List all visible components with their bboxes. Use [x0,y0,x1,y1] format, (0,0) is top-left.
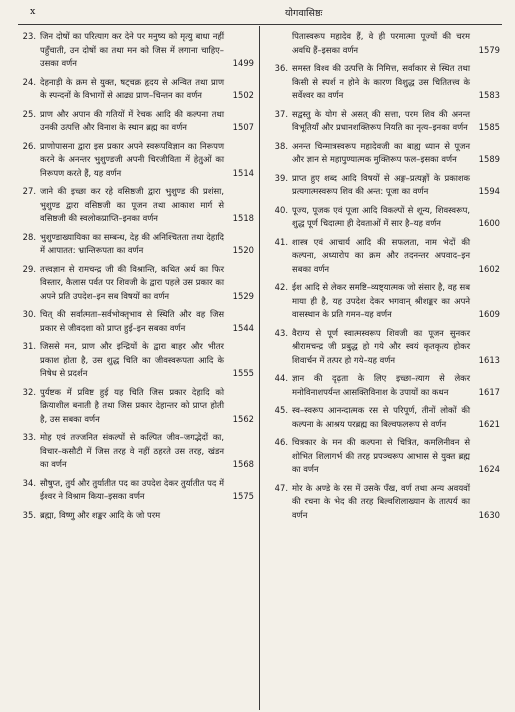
entry-number: 23. [22,31,36,41]
entry-text: पुर्यष्टक में प्रविष्ट हुई यह चिति जिस प्रकार देहादि को क्रियाशील बनाती है तथा जिस प्रकार देहान्तर को प्राप्त होती है, उस सबका वर्णन [40,386,224,424]
entry-number: 37. [274,108,288,119]
toc-entry [16,340,254,381]
entry-page: 1602 [478,263,500,274]
toc-entry [268,372,500,399]
entry-page: 1544 [232,322,254,333]
toc-entry [16,108,254,135]
entry-page: 1583 [478,90,500,100]
entry-page: 1600 [478,218,500,228]
entry-text: जाने की इच्छा कर रहे वसिष्ठजी द्वारा भुशुण्ड की प्रशंसा, भुशुण्ड द्वारा वसिष्ठजी का पूजन तथा आकाश मार्ग से वसिष्ठजी की स्वलोकप्राप्ति–इनका वर्णन [40,186,224,223]
entry-text: चित्रकार के मन की कल्पना से चित्रित, कमलिनीवन से शोभित शिलागर्भ की तरह प्रपञ्चरूप आभास से युक्त ब्रह्म का वर्णन [292,437,470,474]
entry-page: 1613 [478,354,500,365]
entry-number: 45. [274,405,288,415]
toc-entry [268,327,500,368]
entry-number: 39. [274,172,288,183]
toc-entry [16,477,254,504]
toc-entry [16,308,254,335]
entry-page: 1555 [232,368,254,378]
entry-number: 27. [22,186,36,196]
entry-text: मोह एवं तज्जनित संकल्पों से कल्पित जीव–जगद्भेदों का, विचार–कसौटी में जिस तरह वे नहीं ठहरते उस तरह, खंडन का वर्णन [40,432,224,469]
entry-page: 1609 [478,309,500,319]
entry-text: प्राप्त हुए शब्द आदि विषयों से अङ्ग–प्रत्यङ्गों के प्रकाशक प्रत्यगात्मस्वरूप शिव की अन्त: पूजा का वर्णन [292,172,470,196]
entry-page: 1594 [478,186,500,196]
entry-page: 1617 [478,386,500,397]
entry-text: ब्रह्मा, विष्णु और शङ्कर आदि के जो परम [40,509,161,520]
entry-text: सद्वस्तु के योग से असत् की सत्ता, परम शिव की अनन्त विभूतियाँ और प्रधानशक्तिरूप नियति का नृत्य–इनका वर्णन [292,108,470,132]
left-column [16,30,254,527]
toc-entry [268,436,500,477]
entry-number: 31. [22,341,36,351]
entry-number: 28. [22,231,36,242]
column-divider [259,26,260,710]
entry-text: मोर के अण्डे के रस में उसके पँख, वर्ण तथा अन्य अवयवों की रचना के भेद की तरह बिल्वशिलाख्यान के तात्पर्य का वर्णन [292,482,470,520]
entry-number: 33. [22,432,36,442]
toc-entry [268,204,500,231]
right-column [268,30,500,527]
entry-text: जिससे मन, प्राण और इन्द्रियों के द्वारा बाहर और भीतर प्रकाश होता है, उस शुद्ध चिति का जीवस्वरूपता आदि के निषेध से प्रदर्शन [40,341,224,378]
entry-text: वैराग्य से पूर्ण स्वात्मस्वरूप शिवजी का पूजन सुनकर श्रीरामचन्द्र जी प्रबुद्ध हो गये और स्वयं कृतकृत्य होकर शिवार्चन में तत्पर हो गये–यह वर्णन [292,327,470,365]
entry-number: 32. [22,386,36,397]
entry-text: अनन्त चिन्मात्रस्वरूप महादेवजी का बाह्य ध्यान से पूजन और ज्ञान से महापुण्यात्मक मुक्तिरूप फल–इसका वर्णन [292,140,470,164]
toc-entry [268,281,500,322]
entry-number: 41. [274,236,288,247]
toc-entry [16,140,254,181]
book-title: योगवासिष्ठः [285,8,323,19]
entry-text: भुशुण्डाख्यायिका का सम्बन्ध, देह की अनिश्चितता तथा देहादि में आपातत: भ्रान्तिरूपता का वर्णन [40,231,224,255]
toc-entry [268,482,500,523]
entry-page: 1518 [232,213,254,223]
entry-page: 1621 [478,418,500,429]
entry-number: 44. [274,373,288,383]
entry-number: 30. [22,309,36,319]
entry-text: प्राणोपासना द्वारा इस प्रकार अपने स्वरूपविज्ञान का निरूपण करने के अनन्तर भुशुण्डजी अपनी चिरजीविता में हेतुओं का निरूपण करते हैं, यह वर्णन [40,140,224,178]
entry-page: 1514 [232,167,254,178]
entry-text: प्राण और अपान की गतियों में रेचक आदि की कल्पना तथा उनकी उत्पत्ति और विनाश के स्थान ब्रह्म का वर्णन [40,108,224,132]
entry-page: 1575 [232,491,254,501]
entry-page: 1630 [478,509,500,520]
entry-number: 35. [22,509,36,520]
entry-text: ईश आदि से लेकर समष्टि–व्यष्ट्यात्मक जो संसार है, वह सब माया ही है, यह उपदेश देकर भगवान् श्रीशङ्कर का अपने वासस्थान के प्रति गमन–यह वर्णन [292,282,470,319]
entry-number: 36. [274,63,288,73]
entry-page: 1507 [232,122,254,132]
toc-entry [268,62,500,103]
toc-entry [268,172,500,199]
toc-entry [268,236,500,277]
entry-page: 1579 [478,44,500,55]
entry-page: 1499 [232,58,254,68]
toc-entry [16,263,254,304]
running-header [0,6,515,22]
toc-entry [16,30,254,71]
toc-entry [268,404,500,431]
entry-text: पूज्य, पूजक एवं पूजा आदि विकल्पों से शून्य, शिवस्वरूप, शुद्ध पूर्ण चिदात्मा ही देवताओं में सार है–यह वर्णन [292,204,470,228]
entry-page: 1562 [232,413,254,424]
header-rule [18,24,502,25]
entry-number: 47. [274,482,288,493]
entry-text: सौषुप्त, तुर्य और तुर्यातीत पद का उपदेश देकर तुर्यातीत पद में ईश्वर ने विश्राम किया–इसका वर्णन [40,477,224,501]
toc-entry [16,76,254,103]
toc-entry [16,431,254,472]
toc-entry [16,185,254,226]
entry-number: 43. [274,327,288,338]
entry-text: पितास्वरूप महादेव हैं, वे ही परमात्मा पूज्यों की चरम अवधि हैं–इसका वर्णन [292,31,470,55]
entry-text: स्व–स्वरूप आनन्दात्मक रस से परिपूर्ण, तीनों लोकों की कल्पना के आश्रय परब्रह्म का बिल्वफलरूप से वर्णन [292,405,470,429]
entry-page: 1568 [232,459,254,469]
entry-number: 40. [274,204,288,215]
toc-entry [268,140,500,167]
entry-page: 1624 [478,464,500,474]
entry-page: 1529 [232,290,254,301]
entry-number: 24. [22,76,36,87]
toc-entry [16,386,254,427]
entry-text: ज्ञान की दृढ़ता के लिए इच्छा–त्याग से लेकर मनोविनाशपर्यन्त आसक्तिविनाश के उपायों का कथन [292,373,470,397]
entry-text: तत्त्वज्ञान से रामचन्द्र जी की विश्रान्ति, कथित अर्थ का फिर विस्तार, कैलास पर्वत पर शिवजी के द्वारा पहले उस प्रकार का अपने प्रति उपदेश–इन सब विषयों का वर्णन [40,263,224,301]
entry-text: देहनाड़ी के क्रम से युक्त, षट्चक्र हृदय से अन्वित तथा प्राण के स्पन्दनों के विभागों से आढ्य प्राण–चिन्तन का वर्णन [40,76,224,100]
entry-number: 25. [22,108,36,119]
entry-text: चित् की सर्वात्मता–सर्वभोक्तृभाव से स्थिति और वह जिस प्रकार से जीवदशा को प्राप्त हुई–इन सबका वर्णन [40,309,224,333]
entry-number: 42. [274,282,288,292]
entry-page: 1589 [478,154,500,164]
entry-page: 1585 [478,122,500,132]
entry-page: 1520 [232,245,254,255]
entry-text: समस्त विश्व की उत्पत्ति के निमित्त, सर्वाकार से स्थित तथा किसी से स्पर्श न होने के कारण विशुद्ध उस चितितत्त्व के सर्वेश्वर का वर्णन [292,63,470,100]
toc-entry [268,108,500,135]
page-number: x [30,6,36,17]
entry-number: 26. [22,140,36,151]
toc-entry [16,231,254,258]
entry-number: 34. [22,477,36,488]
entry-number: 29. [22,263,36,274]
entry-text: जिन दोषों का परित्याग कर देने पर मनुष्य को मृत्यु बाधा नहीं पहुँचाती, उन दोषों का तथा मन को जिस में लगाना चाहिए–उसका वर्णन [40,31,224,68]
entry-text: शास्त्र एवं आचार्य आदि की सफलता, नाम भेदों की कल्पना, अध्यारोप का क्रम और तदनन्तर अपवाद–इन सबका वर्णन [292,236,470,274]
entry-number: 38. [274,140,288,151]
entry-page: 1502 [232,90,254,100]
toc-entry-continued [268,30,500,57]
entry-number: 46. [274,437,288,447]
toc-entry [16,509,254,523]
